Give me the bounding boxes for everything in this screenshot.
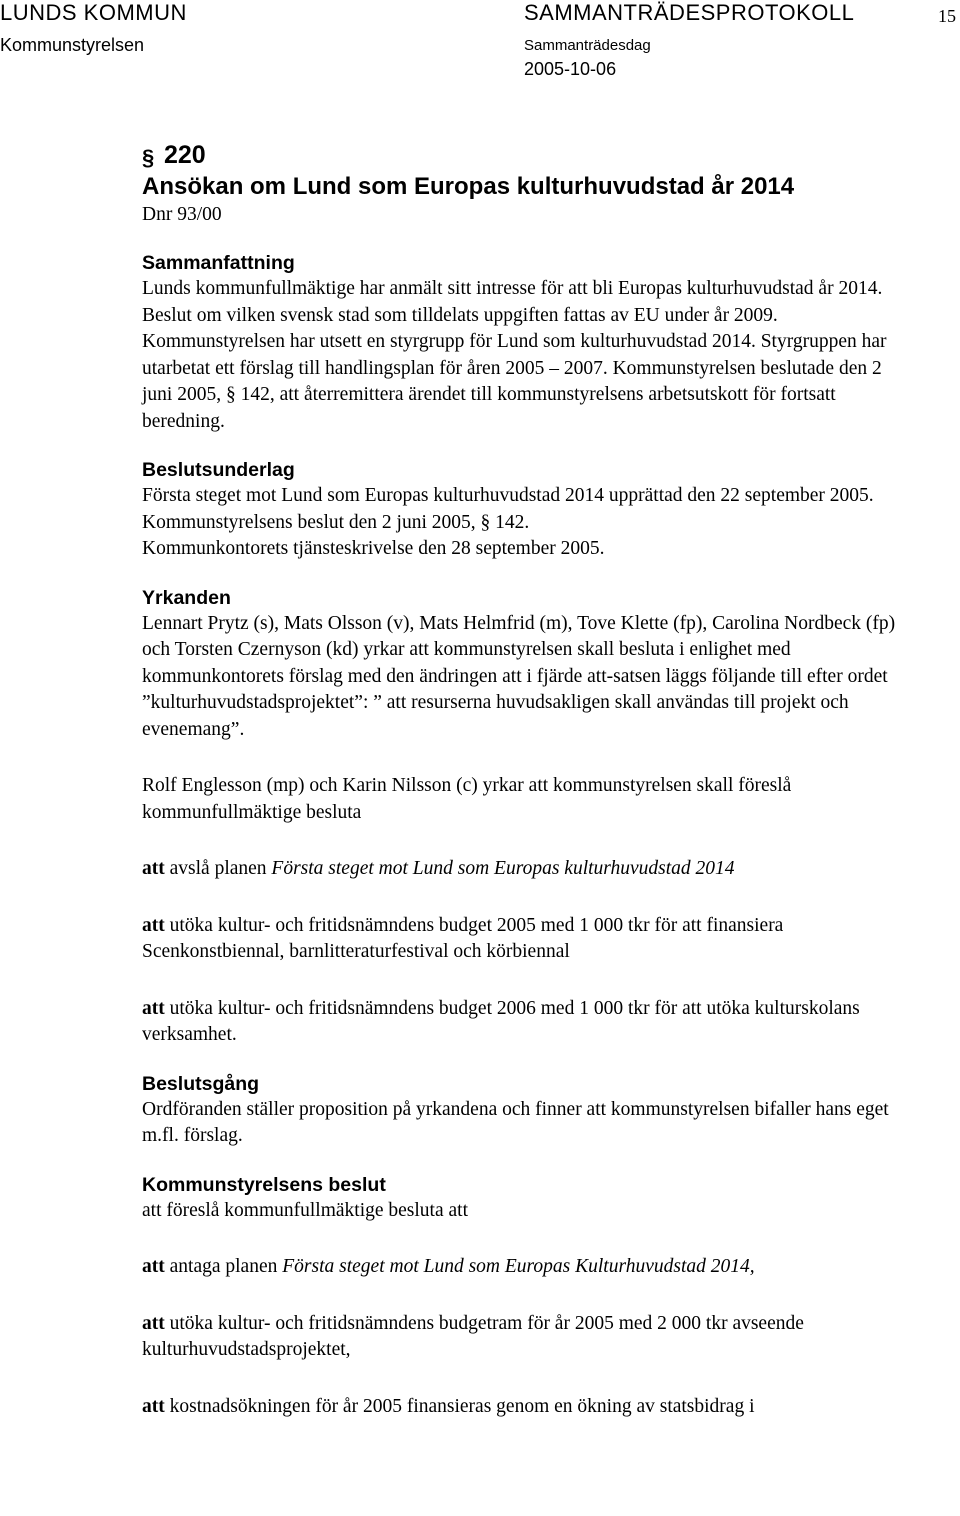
heading-beslut: Kommunstyrelsens beslut [142, 1173, 386, 1196]
section-symbol: § [142, 145, 155, 170]
beslutsunderlag-item: Kommunkontorets tjänsteskrivelse den 28 september 2005. [142, 538, 605, 559]
yrkanden-paragraph-2: Rolf Englesson (mp) och Karin Nilsson (c) yrkar att kommunstyrelsen skall föreslå kommunfullmäktige besluta [142, 775, 792, 823]
att-keyword: att [142, 914, 165, 936]
header-date-label: Sammanträdesdag [524, 37, 651, 54]
att-clause-text: utöka kultur- och fritidsnämndens budget 2006 med 1 000 tkr för att utöka kulturskolans verksamhet. [142, 997, 860, 1045]
beslut-att-clause [142, 1394, 912, 1421]
plan-title: Första steget mot Lund som Europas kulturhuvudstad 2014 [271, 858, 735, 879]
beslut-intro: att föreslå kommunfullmäktige besluta att [142, 1199, 468, 1221]
att-keyword: att [142, 997, 165, 1019]
beslutsunderlag-item: Första steget mot Lund som Europas kulturhuvudstad 2014 upprättad den 22 september 2005. [142, 485, 874, 506]
page-title: Ansökan om Lund som Europas kulturhuvudstad år 2014 [142, 173, 795, 200]
yrkanden-paragraph-1: Lennart Prytz (s), Mats Olsson (v), Mats Helmfrid (m), Tove Klette (fp), Carolina Nordbeck (fp) och Torsten Czernyson (kd) yrkar att kommunstyrelsen skall besluta i enlighet med kommunkontorets förslag med den ändringen att i fjärde att-satsen läggs följande till efter ordet ”kulturhuvudstadsprojektet”: ” att resurserna huvudsakligen skall användas till projekt och evenemang”. [142, 612, 896, 740]
heading-beslutsunderlag: Beslutsunderlag [142, 459, 295, 481]
header-date: 2005-10-06 [524, 59, 617, 79]
att-clause-text: utöka kultur- och fritidsnämndens budget 2005 med 1 000 tkr för att finansiera Scenkonstbiennal, barnlitteraturfestival och körbiennal [142, 914, 784, 962]
dnr: Dnr 93/00 [142, 204, 222, 225]
heading-sammanfattning: Sammanfattning [142, 252, 295, 274]
yrkanden-att-clause [142, 913, 912, 966]
yrkanden-att-clause [142, 996, 912, 1049]
att-keyword: att [142, 858, 165, 879]
att-keyword: att [142, 1312, 165, 1334]
section-number [142, 140, 912, 170]
beslutsunderlag-item: Kommunstyrelsens beslut den 2 juni 2005, § 142. [142, 511, 530, 533]
yrkanden-att-clause [142, 856, 912, 883]
att-keyword: att [142, 1395, 165, 1417]
att-keyword: att [142, 1256, 165, 1277]
sammanfattning-text: Lunds kommunfullmäktige har anmält sitt intresse för att bli Europas kulturhuvudstad år 2014. Beslut om vilken svensk stad som tilldelats uppgiften fattas av EU under år 2009. Kommunstyrelsen har utsett en styrgrupp för Lund som kulturhuvudstad 2014. Styrgruppen har utarbetat ett förslag till handlingsplan för åren 2005 – 2007. Kommunstyrelsen beslutade den 2 juni 2005, § 142, att återremittera ärendet till kommunstyrelsens arbetsutskott för fortsatt beredning. [142, 278, 887, 432]
att-clause-text: antaga planen [169, 1256, 278, 1277]
header-org: LUNDS KOMMUN [0, 0, 187, 25]
page-number: 15 [938, 6, 956, 26]
heading-beslutsgang: Beslutsgång [142, 1072, 260, 1095]
beslutsgang-text: Ordföranden ställer proposition på yrkandena och finner att kommunstyrelsen bifaller hans eget m.fl. förslag. [142, 1098, 889, 1146]
header-doc-type: SAMMANTRÄDESPROTOKOLL [524, 0, 855, 25]
main-content [142, 140, 912, 1420]
plan-title: Första steget mot Lund som Europas Kulturhuvudstad 2014, [282, 1256, 755, 1277]
att-clause-text: avslå planen [169, 858, 267, 879]
att-clause-text: utöka kultur- och fritidsnämndens budgetram för år 2005 med 2 000 tkr avseende kulturhuvudstadsprojektet, [142, 1312, 804, 1360]
beslut-att-clause [142, 1254, 912, 1281]
att-clause-text: kostnadsökningen för år 2005 finansieras genom en ökning av statsbidrag i [169, 1395, 755, 1417]
header-body: Kommunstyrelsen [0, 35, 145, 55]
section-number-value: 220 [164, 141, 206, 169]
beslut-att-clause [142, 1311, 912, 1364]
heading-yrkanden: Yrkanden [142, 586, 231, 609]
